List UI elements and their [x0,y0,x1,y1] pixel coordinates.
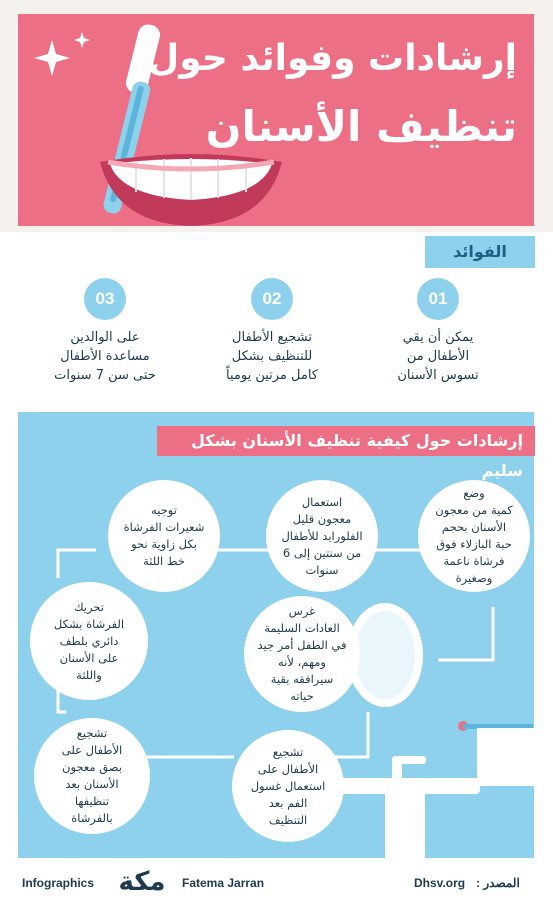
benefit-text-1: يمكن أن يقي الأطفال من تسوس الأسنان [397,330,479,383]
logo: مكة [118,867,166,897]
benefit-text-2: تشجيع الأطفال للتنظيف بشكل كامل مرتين يومياً [226,330,318,383]
tip-circle-7: تشجيع الأطفال على استعمال غسول الفم بعد التنظيف [232,730,344,842]
benefit-number-1: 01 [417,278,459,320]
benefit-number-2: 02 [251,278,293,320]
benefit-text-3: على الوالدين مساعدة الأطفال حتى سن 7 سنوات [54,330,156,383]
tips-title: إرشادات حول كيفية تنظيف الأسنان بشكل سليم [157,426,535,456]
tip-circle-2: استعمال معجون قليل الفلورايد للأطفال من سنتين إلى 6 سنوات [266,480,378,592]
title-line-1: إرشادات وفوائد حول [148,38,517,79]
source-label: : المصدر [476,876,520,890]
tip-circle-6: تشجيع الأطفال على بصق معجون الأسنان بعد تنظيفها بالفرشاة [34,718,150,834]
tip-circle-3: توجيه شعيرات الفرشاة بكل زاوية نحو خط اللثة [108,480,220,592]
source-site: Dhsv.org [414,876,466,890]
tip-circle-1: وضع كمية من معجون الأسنان بحجم حبة البازلاء فوق فرشاة ناعمة وصغيرة [418,480,530,592]
benefit-number-3: 03 [84,278,126,320]
smile-teeth-icon [96,150,286,228]
author-name: Fatema Jarran [182,876,265,890]
tip-circle-4: تحريك الفرشاة بشكل دائري بلطف على الأسنان واللثة [30,582,148,700]
infographics-label: Infographics [22,876,95,890]
benefits-label: الفوائد [425,236,535,268]
sink-icon [330,738,550,862]
title-line-2: تنظيف الأسنان [205,102,517,151]
tip-circle-5: غرس العادات السليمة في الطفل أمر جيد ومهم، لأنه سيرافقه بقية حياته [244,596,360,712]
